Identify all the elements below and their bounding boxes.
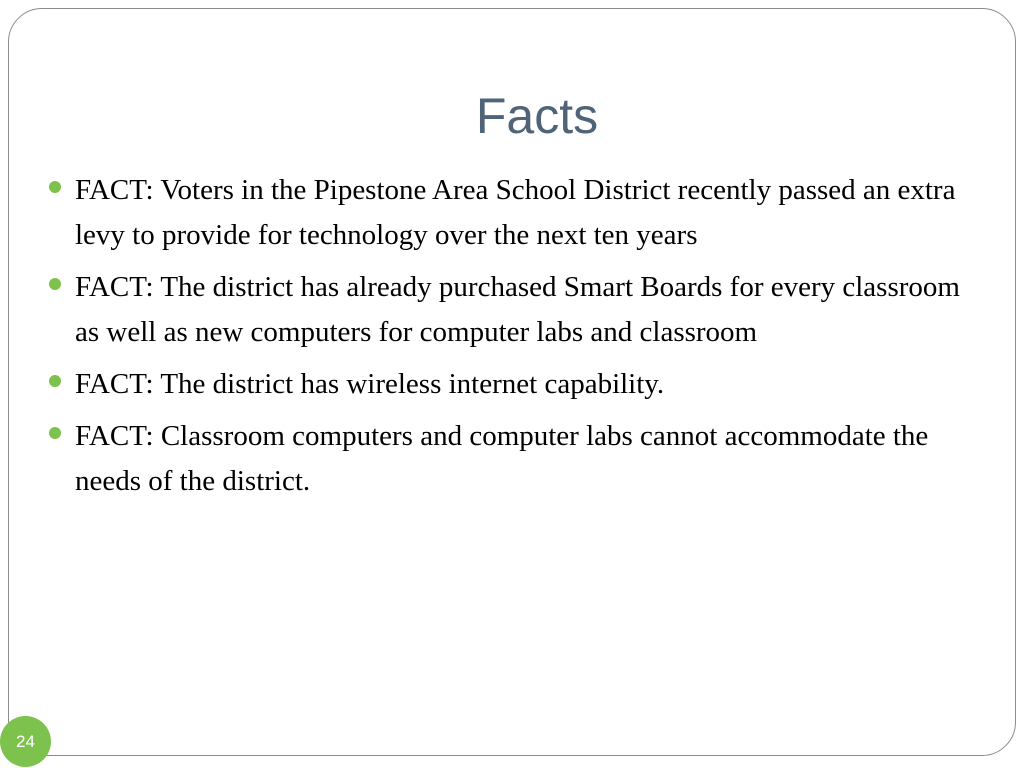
list-item (48, 362, 978, 407)
bullet-text: FACT: The district has wireless internet capability. (75, 368, 665, 400)
list-item (48, 414, 978, 504)
bullet-text: FACT: Classroom computers and computer labs cannot accommodate the needs of the district. (75, 420, 929, 497)
bullet-dot-icon (49, 427, 61, 439)
list-item (48, 168, 978, 258)
bullet-dot-icon (49, 278, 61, 290)
list-item (48, 265, 978, 355)
bullet-text: FACT: The district has already purchased Smart Boards for every classroom as well as new computers for computer labs and classroom (75, 271, 960, 348)
bullet-list (48, 168, 978, 511)
page-number-badge (0, 716, 51, 767)
bullet-text: FACT: Voters in the Pipestone Area School District recently passed an extra levy to provide for technology over the next ten years (75, 174, 956, 251)
bullet-dot-icon (49, 181, 61, 193)
bullet-dot-icon (49, 375, 61, 387)
page-number: 24 (16, 731, 35, 751)
slide-title: Facts (475, 88, 599, 144)
